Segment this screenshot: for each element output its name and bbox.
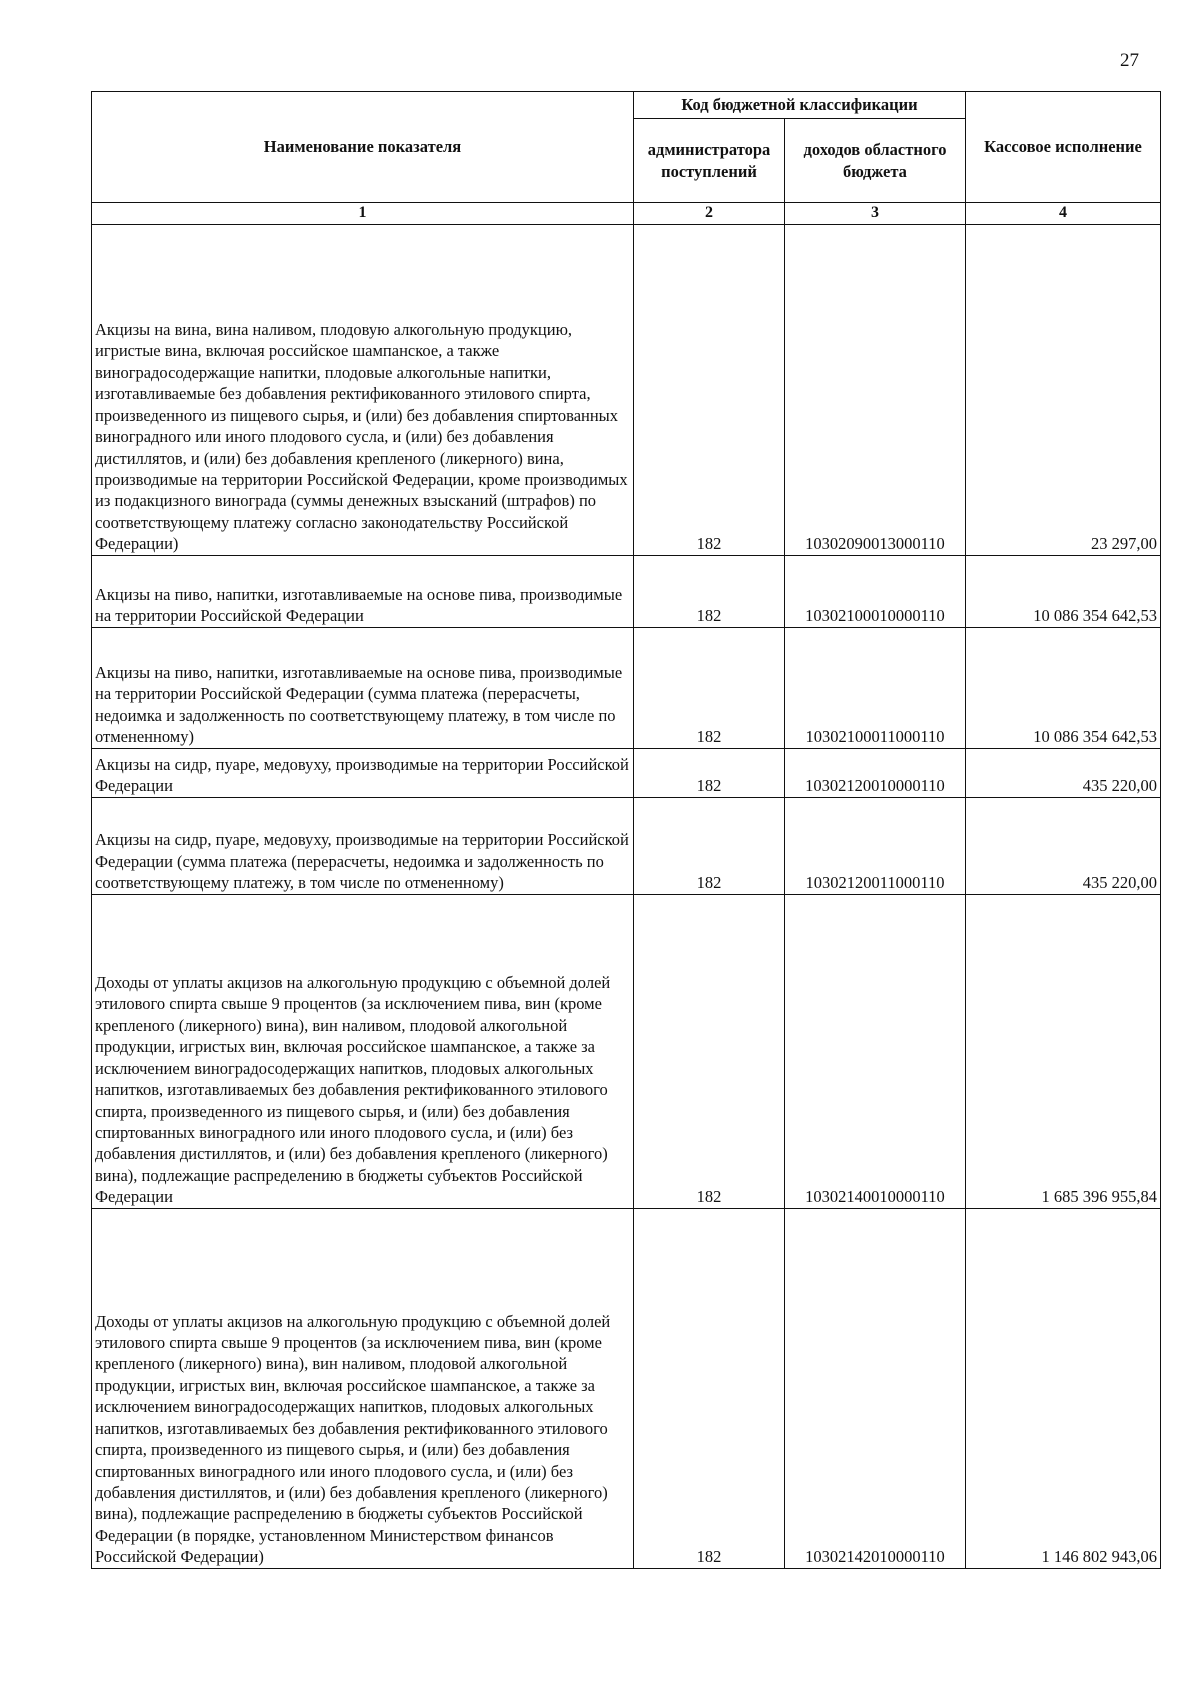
- header-indicator-name: Наименование показателя: [92, 92, 634, 203]
- income-code: 10302140010000110: [785, 894, 966, 1208]
- indicator-name: Доходы от уплаты акцизов на алкогольную продукцию с объемной долей этилового спирта свыше 9 процентов (за исключением пива, вин (кроме крепленого (ликерного) вина), вин наливом, плодовой алкогольной продукции, игристых вин, включая российское шампанское, а также за исключением виноградосодержащих напитков, плодовых алкогольных напитков, изготавливаемых без добавления ректификованного этилового спирта, произведенного из пищевого сырья, и (или) без добавления спиртованных виноградного или иного плодового сусла, и (или) без добавления дистиллятов, и (или) без добавления крепленого (ликерного) вина), подлежащие распределению в бюджеты субъектов Российской Федерации (в порядке, установленном Министерством финансов Российской Федерации): [92, 1208, 634, 1568]
- column-number-4: 4: [966, 203, 1161, 225]
- header-regional-budget-income: доходов областного бюджета: [785, 119, 966, 203]
- administrator-code: 182: [634, 797, 785, 894]
- budget-revenue-table: [91, 91, 1161, 1569]
- cash-execution-amount: 23 297,00: [966, 224, 1161, 555]
- header-cash-execution: Кассовое исполнение: [966, 92, 1161, 203]
- cash-execution-amount: 1 146 802 943,06: [966, 1208, 1161, 1568]
- header-classification-code: Код бюджетной классификации: [634, 92, 966, 119]
- table-row: [92, 797, 1161, 894]
- cash-execution-amount: 435 220,00: [966, 797, 1161, 894]
- administrator-code: 182: [634, 894, 785, 1208]
- cash-execution-amount: 435 220,00: [966, 748, 1161, 797]
- column-number-1: 1: [92, 203, 634, 225]
- column-number-3: 3: [785, 203, 966, 225]
- indicator-name: Акцизы на пиво, напитки, изготавливаемые на основе пива, производимые на территории Российской Федерации (сумма платежа (перерасчеты, недоимка и задолженность по соответствующему платежу, в том числе по отмененному): [92, 627, 634, 748]
- cash-execution-amount: 10 086 354 642,53: [966, 627, 1161, 748]
- income-code: 10302090013000110: [785, 224, 966, 555]
- cash-execution-amount: 10 086 354 642,53: [966, 555, 1161, 627]
- administrator-code: 182: [634, 1208, 785, 1568]
- table-row: [92, 748, 1161, 797]
- table-row: [92, 1208, 1161, 1568]
- table-row: [92, 894, 1161, 1208]
- administrator-code: 182: [634, 555, 785, 627]
- indicator-name: Акцизы на пиво, напитки, изготавливаемые на основе пива, производимые на территории Российской Федерации: [92, 555, 634, 627]
- income-code: 10302120010000110: [785, 748, 966, 797]
- column-number-2: 2: [634, 203, 785, 225]
- table-row: [92, 627, 1161, 748]
- table-row: [92, 555, 1161, 627]
- table-row: [92, 224, 1161, 555]
- income-code: 10302100011000110: [785, 627, 966, 748]
- income-code: 10302100010000110: [785, 555, 966, 627]
- indicator-name: Акцизы на сидр, пуаре, медовуху, производимые на территории Российской Федерации: [92, 748, 634, 797]
- income-code: 10302120011000110: [785, 797, 966, 894]
- page-number: 27: [1120, 50, 1139, 71]
- administrator-code: 182: [634, 748, 785, 797]
- indicator-name: Акцизы на вина, вина наливом, плодовую алкогольную продукцию, игристые вина, включая российское шампанское, а также виноградосодержащие напитки, плодовые алкогольные напитки, изготавливаемые без добавления ректификованного этилового спирта, произведенного из пищевого сырья, и (или) без добавления спиртованных виноградного или иного плодового сусла, и (или) без добавления дистиллятов, и (или) без добавления крепленого (ликерного) вина, производимые на территории Российской Федерации, кроме производимых из подакцизного винограда (суммы денежных взысканий (штрафов) по соответствующему платежу согласно законодательству Российской Федерации): [92, 224, 634, 555]
- cash-execution-amount: 1 685 396 955,84: [966, 894, 1161, 1208]
- administrator-code: 182: [634, 224, 785, 555]
- income-code: 10302142010000110: [785, 1208, 966, 1568]
- indicator-name: Акцизы на сидр, пуаре, медовуху, производимые на территории Российской Федерации (сумма платежа (перерасчеты, недоимка и задолженность по соответствующему платежу, в том числе по отмененному): [92, 797, 634, 894]
- administrator-code: 182: [634, 627, 785, 748]
- header-administrator: администратора поступлений: [634, 119, 785, 203]
- indicator-name: Доходы от уплаты акцизов на алкогольную продукцию с объемной долей этилового спирта свыше 9 процентов (за исключением пива, вин (кроме крепленого (ликерного) вина), вин наливом, плодовой алкогольной продукции, игристых вин, включая российское шампанское, а также за исключением виноградосодержащих напитков, плодовых алкогольных напитков, изготавливаемых без добавления ректификованного этилового спирта, произведенного из пищевого сырья, и (или) без добавления спиртованных виноградного или иного плодового сусла, и (или) без добавления дистиллятов, и (или) без добавления крепленого (ликерного) вина), подлежащие распределению в бюджеты субъектов Российской Федерации: [92, 894, 634, 1208]
